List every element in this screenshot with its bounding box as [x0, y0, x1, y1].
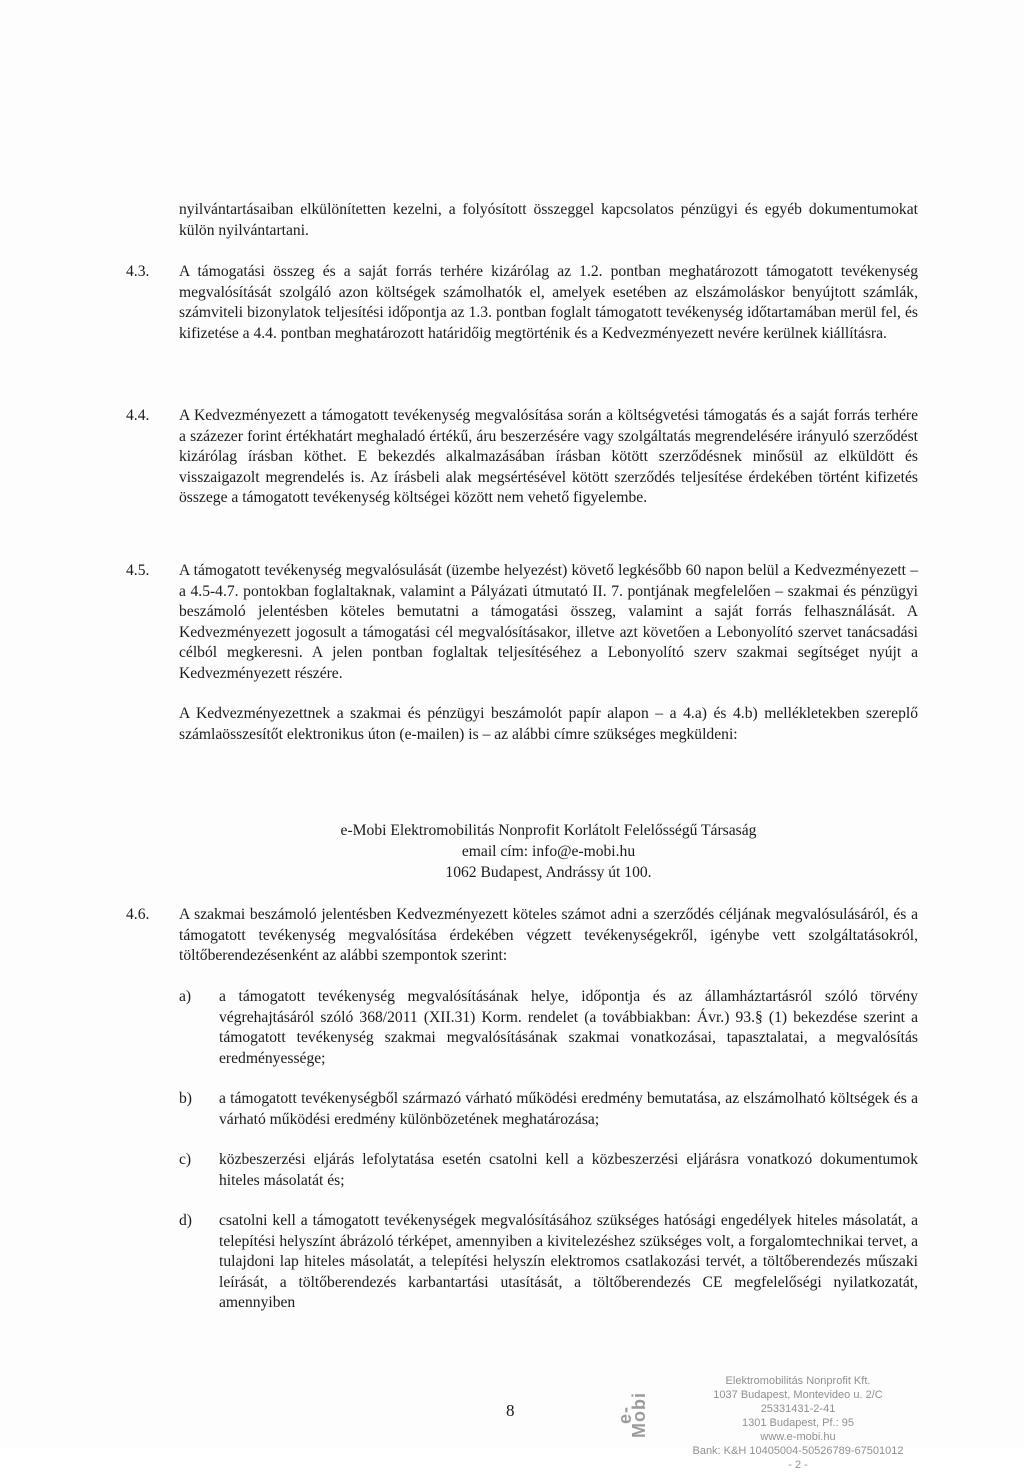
list-item-label: b) [179, 1090, 192, 1107]
address-email: email cím: info@e-mobi.hu [461, 843, 636, 860]
section-paragraph: A Kedvezményezett a támogatott tevékenység megvalósítása során a költségvetési támogatás és a saját forrás terhére a százezer forint értékhatárt meghaladó értékű, áru beszerzésére vagy szolgáltatás megrendelésére irányuló szerződést kizárólag írásban köthet. E bekezdés alkalmazásában írásban kötött szerződésnek minősül az elküldött és visszaigazolt megrendelés is. Az írásbeli alak megsértésével kötött szerződés teljesítése érdekében történt kifizetés összege a támogatott tevékenység költségei között nem vehető figyelembe. [179, 407, 918, 506]
page-number: 8 [506, 1401, 515, 1420]
stamp-line: 25331431-2-41 [760, 1403, 836, 1415]
stamp-logo: e-Mobi [615, 1392, 649, 1438]
section-paragraph: A szakmai beszámoló jelentésben Kedvezményezett köteles számot adni a szerződés céljának megvalósulásáról, és a támogatott tevékenység megvalósítása érdekében végzett tevékenységekről, igénybe vett szolgáltatásokról, töltőberendezésenként az alábbi szempontok szerint: [179, 906, 918, 964]
stamp-line: www.e-mobi.hu [760, 1431, 836, 1443]
address-street: 1062 Budapest, Andrássy út 100. [445, 864, 652, 881]
section-paragraph: A támogatási összeg és a saját forrás terhére kizárólag az 1.2. pontban meghatározott támogatott tevékenység megvalósítását szolgáló azon költségek számolhatók el, amelyek esetében az elszámoláskor benyújtott számlák, számviteli bizonylatok teljesítési időpontja az 1.3. pontban foglalt támogatott tevékenység időtartamában merül fel, és kifizetése a 4.4. pontban meghatározott határidőig megtörténik és a Kedvezményezett nevére kerülnek kiállításra. [179, 263, 918, 342]
section-number: 4.6. [126, 906, 150, 923]
section-number: 4.5. [126, 562, 150, 579]
list-item-text: a támogatott tevékenységből származó várható működési eredmény bemutatása, az elszámolható költségek és a várható működési eredmény különbözetének meghatározása; [219, 1090, 918, 1128]
list-item-text: a támogatott tevékenység megvalósításának helye, időpontja és az államháztartásról szóló törvény végrehajtásáról szóló 368/2011 (XII.31) Korm. rendelet (a továbbiakban: Ávr.) 93.§ (1) bekezdése szerint a támogatott tevékenység szakmai megvalósításának szakmai vonatkozásai, tapasztalatai, a megvalósítás eredményessége; [219, 988, 918, 1067]
criteria-list [179, 987, 918, 1314]
company-stamp [615, 1374, 938, 1471]
section-body [179, 561, 918, 745]
section-body [179, 905, 918, 967]
stamp-text [658, 1374, 938, 1472]
list-item-text: csatolni kell a támogatott tevékenységek megvalósításához szükséges hatósági engedélyek hiteles másolatát, a telepítési helyszínt ábrázoló térképet, amennyiben a kivitelezéshez szükséges volt, a forgalomtechnikai tervet, a tulajdoni lap hiteles másolatát, a telepítési helyszín elektromos csatlakozási tervét, a töltőberendezés műszaki leírását, a töltőberendezés karbantartási utasítását, a töltőberendezés CE megfelelőségi nyilatkozatát, amennyiben [219, 1212, 918, 1311]
section-paragraph: A Kedvezményezettnek a szakmai és pénzügyi beszámolót papír alapon – a 4.a) és 4.b) mellékletekben szereplő számlaösszesítőt elektronikus úton (e-mailen) is – az alábbi címre szükséges megküldeni: [179, 705, 918, 743]
section-number: 4.4. [126, 407, 150, 424]
stamp-line: - 2 - [788, 1459, 808, 1471]
stamp-line: Bank: K&H 10405004-50526789-67501012 [692, 1445, 904, 1457]
list-item [179, 1089, 918, 1130]
list-item-label: c) [179, 1151, 192, 1168]
list-item [179, 987, 918, 1069]
list-item-text: közbeszerzési eljárás lefolytatása esetén csatolni kell a közbeszerzési eljárásra vonatkozó dokumentumok hiteles másolatát és; [219, 1151, 918, 1189]
section-body [179, 406, 918, 509]
stamp-line: 1301 Budapest, Pf.: 95 [742, 1417, 854, 1429]
list-item-label: d) [179, 1212, 192, 1229]
section-paragraph: A támogatott tevékenység megvalósulását (üzembe helyezést) követő legkésőbb 60 napon belül a Kedvezményezett – a 4.5-4.7. pontokban foglaltaknak, valamint a Pályázati útmutató II. 7. pontjának megfelelően – szakmai és pénzügyi beszámoló jelentésben köteles bemutatni a támogatási összeg, valamint a saját forrás felhasználását. A Kedvezményezett jogosult a támogatási cél megvalósításakor, illetve azt követően a Lebonyolító szervet tanácsadási célból megkeresni. A jelen pontban foglaltak teljesítéséhez a Lebonyolító szerv szakmai segítséget nyújt a Kedvezményezett részére. [179, 562, 918, 682]
recipient-address [179, 820, 918, 883]
stamp-line: 1037 Budapest, Montevideo u. 2/C [713, 1389, 883, 1401]
section-number: 4.3. [126, 263, 150, 280]
list-item [179, 1211, 918, 1314]
list-item-label: a) [179, 988, 192, 1005]
address-company: e-Mobi Elektromobilitás Nonprofit Korlátolt Felelősségű Társaság [340, 822, 757, 839]
intro-paragraph: nyilvántartásaiban elkülönítetten kezelni, a folyósított összeggel kapcsolatos pénzügyi és egyéb dokumentumokat külön nyilvántartani. [179, 201, 918, 239]
section-body [179, 262, 918, 344]
stamp-line: Elektromobilitás Nonprofit Kft. [725, 1375, 871, 1387]
list-item [179, 1150, 918, 1191]
